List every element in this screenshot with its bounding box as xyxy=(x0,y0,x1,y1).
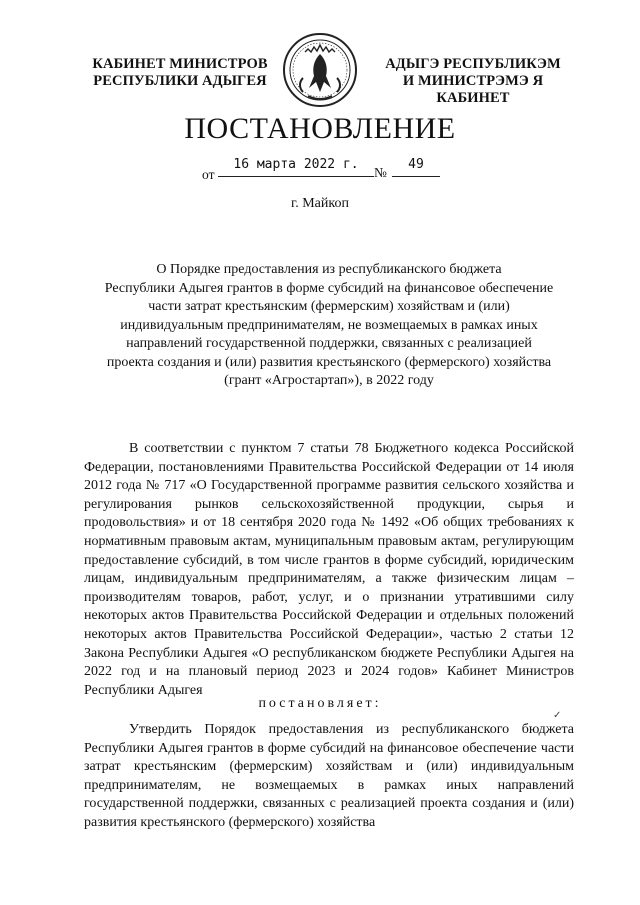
subject-line: О Порядке предоставления из республиканского бюджета xyxy=(156,262,502,277)
city: г. Майкоп xyxy=(291,196,349,211)
subject-line: части затрат крестьянским (фермерским) хозяйствам и (или) xyxy=(148,299,510,314)
issuer-line: РЕСПУБЛИКИ АДЫГЕЯ xyxy=(93,73,267,89)
document-title: ПОСТАНОВЛЕНИЕ xyxy=(184,112,456,145)
issuer-line: КАБИНЕТ МИНИСТРОВ xyxy=(92,56,268,72)
subject-line: направлений государственной поддержки, связанных с реализацией xyxy=(126,336,532,351)
number-sign: № xyxy=(374,165,387,180)
subject-line: (грант «Агростартап»), в 2022 году xyxy=(224,373,434,388)
stray-mark: ✓ xyxy=(553,710,562,721)
subject-line: проекта создания и (или) развития крестьянского (фермерского) хозяйства xyxy=(106,354,552,370)
issuer-line: И МИНИСТРЭМЭ Я КАБИНЕТ xyxy=(402,73,544,106)
issuer-name-russian xyxy=(90,56,270,90)
document-number: 49 xyxy=(392,157,440,177)
issuer-name-adyghe xyxy=(368,56,578,107)
resolution-paragraph: Утвердить Порядок предоставления из республиканского бюджета Республики Адыгея грантов в форме субсидий на финансовое обеспечение части затрат крестьянским (фермерским) хозяйствам и (или) индивидуальным предпринимателям, не возмещаемых в рамках иных направлений государственной поддержки, связанных с реализацией проекта создания и (или) развития крестьянского (фермерского) хозяйства xyxy=(84,722,574,830)
date-line xyxy=(202,157,442,181)
decree-word: постановляет: xyxy=(258,696,382,711)
document-subject xyxy=(84,261,574,391)
subject-line: Республики Адыгея грантов в форме субсидий на финансовое обеспечение xyxy=(104,280,554,296)
document-date: 16 марта 2022 г. xyxy=(218,157,374,177)
issuer-line: АДЫГЭ РЕСПУБЛИКЭМ xyxy=(385,56,561,72)
subject-line: индивидуальным предпринимателям, не возмещаемых в рамках иных xyxy=(120,317,538,333)
preamble-paragraph: В соответствии с пунктом 7 статьи 78 Бюджетного кодекса Российской Федерации, постановлениями Правительства Российской Федерации от 14 июля 2012 года № 717 «О Государственной программе развития сельского хозяйства и регулирования рынков сельскохозяйственной продукции, сырья и продовольствия» и от 18 сентября 2020 года № 1492 «Об общих требованиях к нормативным правовым актам, муниципальным правовым актам, регулирующим предоставление субсидий, в том числе грантов в форме субсидий, юридическим лицам, индивидуальным предпринимателям, а также физическим лицам – производителям товаров, работ, услуг, и о признании утратившими силу некоторых актов Правительства Российской Федерации и отдельных положений некоторых актов Правительства Российской Федерации», частью 2 статьи 12 Закона Республики Адыгея «О республиканском бюджете Республики Адыгея на 2022 год и на плановый период 2023 и 2024 годов» Кабинет Министров Республики Адыгея xyxy=(84,441,574,698)
date-prefix: от xyxy=(202,167,215,182)
coat-of-arms-icon xyxy=(281,30,359,110)
